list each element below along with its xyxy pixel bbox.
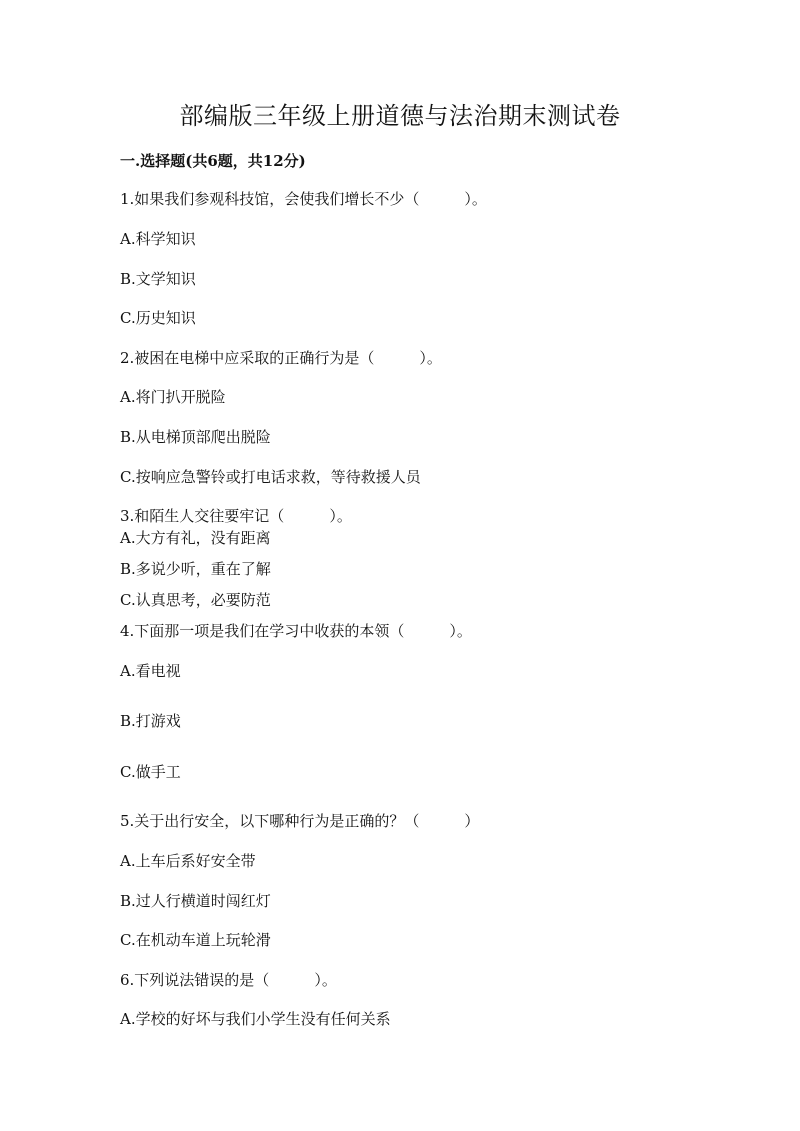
option-a[interactable]: A.将门扒开脱险 bbox=[120, 388, 226, 406]
question-stem: 4.下面那一项是我们在学习中收获的本领（ ）。 bbox=[120, 622, 472, 640]
question-stem: 3.和陌生人交往要牢记（ ）。 bbox=[120, 507, 352, 525]
option-b[interactable]: B.多说少听，重在了解 bbox=[120, 560, 271, 578]
option-c[interactable]: C.做手工 bbox=[120, 763, 181, 781]
option-a[interactable]: A.上车后系好安全带 bbox=[120, 852, 256, 870]
option-a[interactable]: A.科学知识 bbox=[120, 230, 196, 248]
option-c[interactable]: C.历史知识 bbox=[120, 309, 196, 327]
option-b[interactable]: B.文学知识 bbox=[120, 270, 196, 288]
section-heading: 一.选择题(共6题，共12分) bbox=[120, 152, 306, 170]
option-b[interactable]: B.过人行横道时闯红灯 bbox=[120, 892, 271, 910]
question-stem: 6.下列说法错误的是（ ）。 bbox=[120, 971, 337, 989]
option-b[interactable]: B.打游戏 bbox=[120, 712, 181, 730]
question-stem: 1.如果我们参观科技馆，会使我们增长不少（ ）。 bbox=[120, 190, 487, 208]
question-stem: 2.被困在电梯中应采取的正确行为是（ ）。 bbox=[120, 349, 442, 367]
option-c[interactable]: C.按响应急警铃或打电话求救，等待救援人员 bbox=[120, 468, 421, 486]
question-stem: 5.关于出行安全，以下哪种行为是正确的？（ ） bbox=[120, 812, 480, 830]
option-a[interactable]: A.大方有礼，没有距离 bbox=[120, 529, 271, 547]
option-c[interactable]: C.在机动车道上玩轮滑 bbox=[120, 931, 271, 949]
option-a[interactable]: A.学校的好坏与我们小学生没有任何关系 bbox=[120, 1010, 391, 1028]
page-title: 部编版三年级上册道德与法治期末测试卷 bbox=[179, 102, 621, 130]
option-a[interactable]: A.看电视 bbox=[120, 662, 181, 680]
option-b[interactable]: B.从电梯顶部爬出脱险 bbox=[120, 428, 271, 446]
option-c[interactable]: C.认真思考，必要防范 bbox=[120, 591, 271, 609]
